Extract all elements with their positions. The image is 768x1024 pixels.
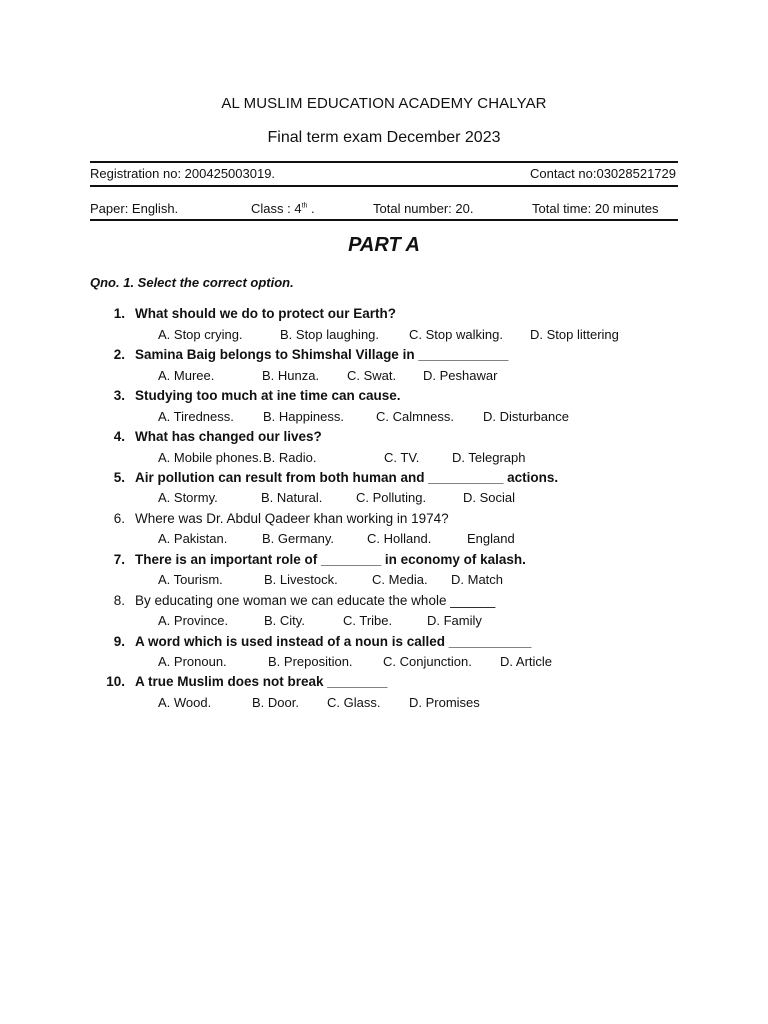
answer-option: C. Glass.	[327, 695, 381, 710]
question-text: What should we do to protect our Earth?	[135, 306, 396, 321]
answer-option: D. Match	[451, 572, 504, 587]
question-text: Where was Dr. Abdul Qadeer khan working in 1974?	[135, 511, 449, 526]
answer-option: B. Happiness.	[263, 409, 344, 424]
answer-option: A. Mobile phones.	[158, 450, 263, 465]
school-name: AL MUSLIM EDUCATION ACADEMY CHALYAR	[221, 95, 547, 112]
question-number: 9.	[113, 634, 125, 649]
answer-option: C. Calmness.	[376, 409, 455, 424]
question-number: 4.	[113, 429, 125, 444]
answer-option: A. Wood.	[158, 695, 212, 710]
answer-option: B. Natural.	[261, 490, 323, 505]
middle-rule	[90, 185, 678, 187]
paper-subject: Paper: English.	[90, 201, 179, 216]
question-number: 8.	[113, 593, 125, 608]
answer-option: B. Radio.	[263, 450, 317, 465]
part-title: PART A	[348, 234, 420, 256]
answer-option: B. Preposition.	[268, 654, 353, 669]
answer-option: C. TV.	[384, 450, 420, 465]
answer-option: D. Family	[427, 613, 482, 628]
answer-option: C. Media.	[372, 572, 428, 587]
question-heading: Qno. 1. Select the correct option.	[90, 275, 294, 290]
question-text: There is an important role of ________ in economy of kalash.	[135, 552, 526, 567]
answer-option: England	[467, 531, 515, 546]
question-text: Air pollution can result from both human and __________ actions.	[135, 470, 559, 485]
answer-option: D. Disturbance	[483, 409, 569, 424]
answer-option: A. Pakistan.	[158, 531, 228, 546]
question-number: 7.	[113, 552, 125, 567]
answer-option: C. Holland.	[367, 531, 432, 546]
question-number: 6.	[113, 511, 125, 526]
question-text: A word which is used instead of a noun is called ___________	[135, 634, 532, 649]
question-number: 2.	[113, 347, 125, 362]
registration-number: Registration no: 200425003019.	[90, 166, 276, 181]
class-level	[251, 201, 315, 216]
answer-option: B. Livestock.	[264, 572, 338, 587]
top-rule	[90, 161, 678, 163]
answer-option: A. Stop crying.	[158, 327, 243, 342]
answer-option: A. Stormy.	[158, 490, 218, 505]
class-superscript: th	[301, 202, 308, 210]
answer-option: D. Stop littering	[530, 327, 619, 342]
answer-option: D. Telegraph	[452, 450, 526, 465]
question-number: 5.	[113, 470, 125, 485]
answer-option: D. Peshawar	[423, 368, 498, 383]
question-text: Studying too much at ine time can cause.	[135, 388, 401, 403]
answer-option: A. Pronoun.	[158, 654, 227, 669]
contact-number: Contact no:03028521729	[529, 166, 676, 181]
answer-option: B. City.	[264, 613, 305, 628]
answer-option: D. Promises	[409, 695, 480, 710]
exam-title: Final term exam December 2023	[267, 129, 501, 146]
answer-option: A. Tiredness.	[158, 409, 234, 424]
answer-option: A. Muree.	[158, 368, 215, 383]
answer-option: D. Social	[463, 490, 516, 505]
answer-option: C. Polluting.	[356, 490, 427, 505]
question-number: 3.	[113, 388, 125, 403]
class-suffix: .	[307, 201, 315, 216]
answer-option: C. Swat.	[347, 368, 397, 383]
question-text: What has changed our lives?	[135, 429, 322, 444]
answer-option: C. Conjunction.	[383, 654, 472, 669]
answer-option: C. Tribe.	[343, 613, 393, 628]
total-number: Total number: 20.	[373, 201, 474, 216]
question-text: Samina Baig belongs to Shimshal Village in ____________	[135, 347, 509, 362]
question-text: A true Muslim does not break ________	[135, 674, 388, 689]
answer-option: B. Hunza.	[262, 368, 320, 383]
class-text: Class : 4	[251, 201, 302, 216]
bottom-rule	[90, 219, 678, 221]
question-number: 1.	[113, 306, 125, 321]
question-text: By educating one woman we can educate the whole ______	[135, 593, 496, 608]
answer-option: B. Door.	[252, 695, 299, 710]
answer-option: B. Germany.	[262, 531, 335, 546]
answer-option: A. Province.	[158, 613, 229, 628]
answer-option: B. Stop laughing.	[280, 327, 380, 342]
question-number: 10.	[106, 674, 125, 689]
answer-option: D. Article	[500, 654, 553, 669]
answer-option: C. Stop walking.	[409, 327, 503, 342]
answer-option: A. Tourism.	[158, 572, 223, 587]
total-time: Total time: 20 minutes	[532, 201, 659, 216]
